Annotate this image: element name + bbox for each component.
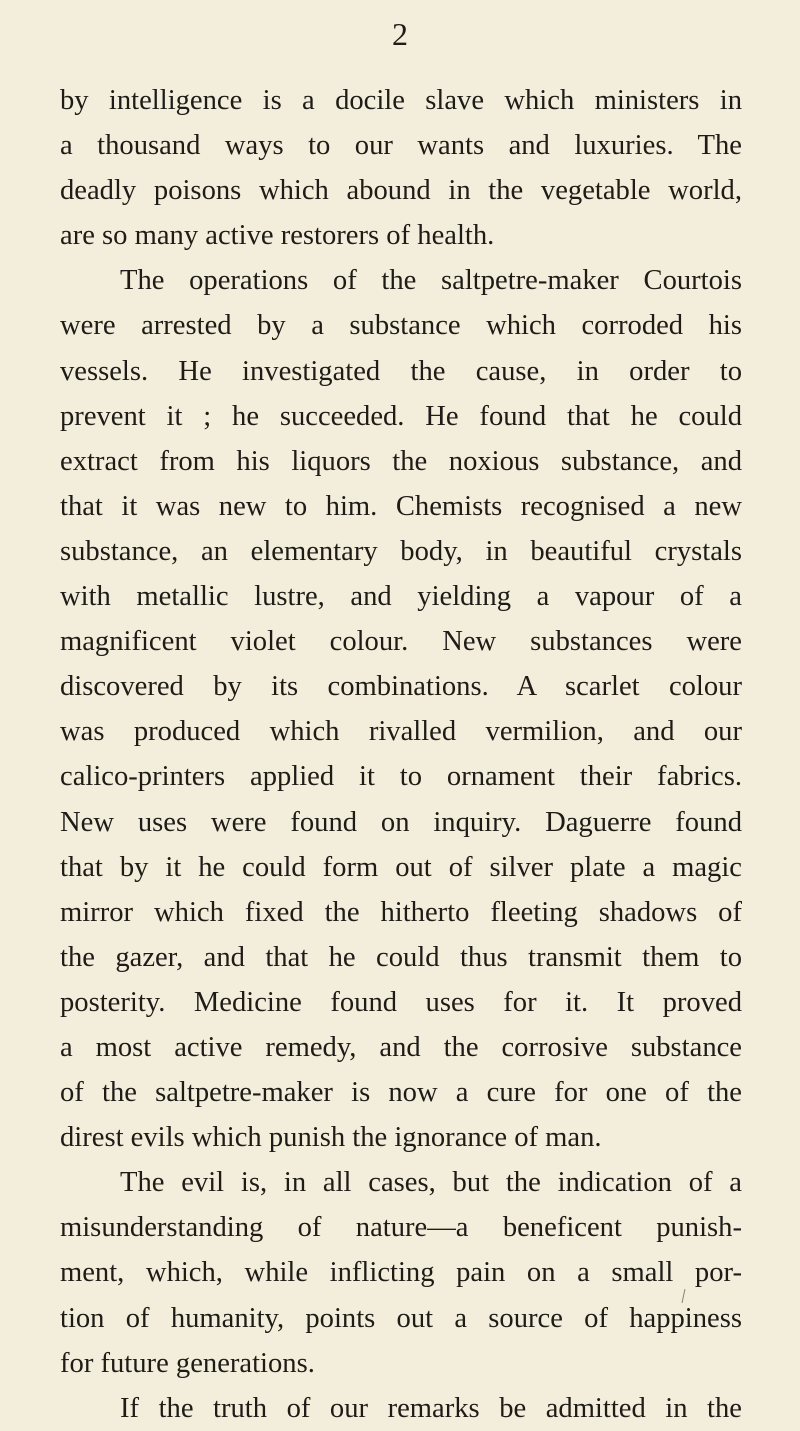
text-line: tion of humanity, points out a source of happiness: [60, 1302, 742, 1334]
text-line: deadly poisons which abound in the vegetable world,: [60, 175, 742, 207]
text-line: that it was new to him. Chemists recognised a new: [60, 490, 742, 522]
body-text: [60, 78, 742, 1431]
text-line: the gazer, and that he could thus transmit them to: [60, 941, 742, 973]
text-line: by intelligence is a docile slave which ministers in: [60, 85, 742, 116]
text-line: magnificent violet colour. New substances were: [60, 626, 742, 658]
text-line: discovered by its combinations. A scarlet colour: [60, 671, 742, 703]
text-line: with metallic lustre, and yielding a vapour of a: [60, 581, 742, 613]
text-line: that by it he could form out of silver plate a magic: [60, 851, 742, 883]
text-line: are so many active restorers of health.: [60, 220, 495, 252]
text-line: extract from his liquors the noxious substance, and: [60, 445, 742, 477]
text-line: a most active remedy, and the corrosive substance: [60, 1031, 742, 1063]
text-line: mirror which fixed the hitherto fleeting shadows of: [60, 896, 742, 928]
text-line: New uses were found on inquiry. Daguerre found: [60, 806, 742, 838]
text-line: a thousand ways to our wants and luxuries. The: [60, 130, 742, 162]
text-line: The evil is, in all cases, but the indication of a: [120, 1167, 742, 1199]
page-number: 2: [392, 16, 408, 52]
text-line: substance, an elementary body, in beautiful crystals: [60, 535, 742, 567]
text-line: were arrested by a substance which corroded his: [60, 310, 742, 342]
text-line: prevent it ; he succeeded. He found that he could: [60, 400, 742, 432]
text-line: for future generations.: [60, 1347, 315, 1379]
text-line: The operations of the saltpetre-maker Courtois: [120, 265, 742, 297]
text-line: misunderstanding of nature—a beneficent punish-: [60, 1212, 742, 1244]
text-line: calico-printers applied it to ornament their fabrics.: [60, 761, 742, 793]
text-line: direst evils which punish the ignorance of man.: [60, 1122, 602, 1154]
text-line: of the saltpetre-maker is now a cure for one of the: [60, 1077, 742, 1109]
text-line: vessels. He investigated the cause, in order to: [60, 355, 742, 387]
text-line: posterity. Medicine found uses for it. It proved: [60, 986, 742, 1018]
text-line: was produced which rivalled vermilion, and our: [60, 716, 742, 748]
text-line: If the truth of our remarks be admitted in the: [120, 1392, 742, 1424]
text-line: ment, which, while inflicting pain on a small por-: [60, 1257, 742, 1289]
